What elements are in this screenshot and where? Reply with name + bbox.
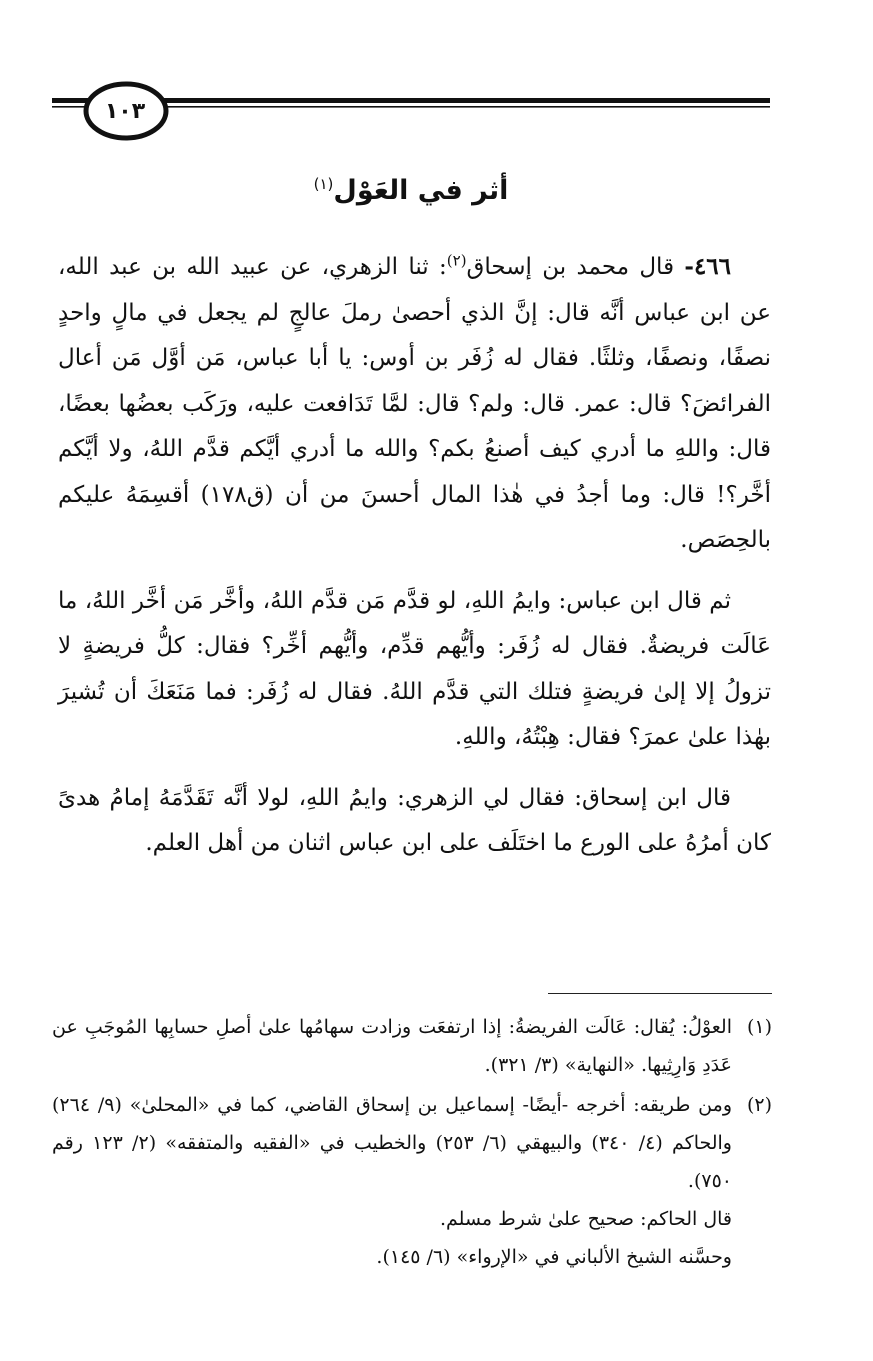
main-text [58,244,771,882]
footnote-2 [52,1086,772,1276]
footnote-1 [52,1008,772,1084]
paragraph-3: قال ابن إسحاق: فقال لي الزهري: وايمُ اللهِ، لولا أنَّه تَقَدَّمَهُ إمامُ هدىً كان أمرُهُ على الورع ما اختَلَف على ابن عباس اثنان من أهل العلم. [58,784,771,856]
footnote-line: قال الحاكم: صحيح علىٰ شرط مسلم. [439,1208,732,1230]
footnote-separator [548,993,772,994]
paragraph1-footnote-ref: (٢) [446,251,467,270]
footnote-line: وحسَّنه الشيخ الألباني في «الإرواء» (٦/ ١٤٥). [376,1246,732,1268]
footnote-line: ومن طريقه: أخرجه -أيضًا- إسماعيل بن إسحاق القاضي، كما في «المحلىٰ» (٩/ ٢٦٤) والحاكم (٤/ ٣٤٠) والبيهقي (٦/ ٢٥٣) والخطيب في «الفقيه والمتفقه» (٢/ ١٢٣ رقم ٧٥٠). [52,1094,732,1192]
footnotes [52,1008,772,1278]
entry-number: ٤٦٦- [684,253,732,280]
page-number: ١٠٣ [104,98,146,124]
footnote-number: (٢) [746,1094,772,1116]
paragraph-2: ثم قال ابن عباس: وايمُ اللهِ، لو قدَّم مَن قدَّم اللهُ، وأخَّر مَن أخَّر اللهُ، ما عَالَت فريضةٌ. فقال له زُفَر: وأيُّهم قدِّم، وأيُّهم أخِّر؟ فقال: كلُّ فريضةٍ لا تزولُ إلا إلىٰ فريضةٍ فتلك التي قدَّم اللهُ. فقال له زُفَر: فما مَنَعَكَ أن تُشيرَ بهٰذا علىٰ عمرَ؟ فقال: هِبْتُهُ، واللهِ. [58,587,771,750]
section-title-text: أثر في العَوْل [333,175,509,206]
footnote-body [52,1086,732,1276]
paragraph1-text-a: قال محمد بن إسحاق [466,254,685,280]
paragraph-hadith-466 [58,244,771,564]
section-title [52,166,770,216]
title-footnote-ref: (١) [313,175,334,193]
footnote-number: (١) [746,1016,772,1038]
footnote-line: العوْلُ: يُقال: عَالَت الفريضةُ: إذا ارتفعَت وزادت سهامُها علىٰ أصلِ حسابِها المُوجَبِ عن عَدَدِ وَارِثِيها. «النهاية» (٣/ ٣٢١). [52,1016,732,1076]
footnote-body [52,1008,732,1084]
paragraph1-text-b: : ثنا الزهري، عن عبيد الله بن عبد الله، عن ابن عباس أنَّه قال: إنَّ الذي أحصىٰ رملَ عالجٍ لم يجعل في مالٍ واحدٍ نصفًا، ونصفًا، وثلثًا. فقال له زُفَر بن أوس: يا أبا عباس، مَن أوَّل مَن أعال الفرائضَ؟ قال: عمر. قال: ولم؟ قال: لمَّا تَدَافعت عليه، ورَكَب بعضُها بعضًا، قال: واللهِ ما أدري كيف أصنعُ بكم؟ والله ما أدري أيَّكم قدَّم اللهُ، ولا أيَّكم أخَّر؟! قال: وما أجدُ في هٰذا المال أحسنَ من أن (ق١٧٨) أقسِمَهُ عليكم بالحِصَص. [58,254,771,553]
